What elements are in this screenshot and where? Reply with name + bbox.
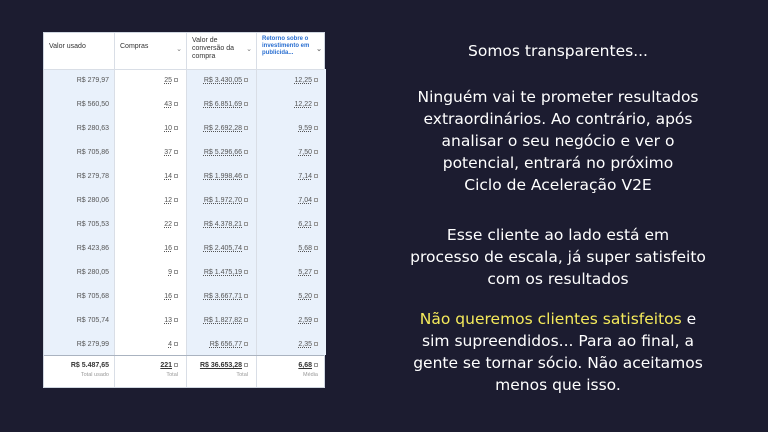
info-icon — [314, 294, 318, 298]
cell-retorno-value[interactable]: 12,25 — [294, 77, 312, 84]
cell-valor-value: R$ 705,86 — [76, 149, 109, 156]
cell-retorno — [257, 165, 326, 189]
cell-compras — [115, 117, 186, 141]
cell-compras-value[interactable]: 13 — [164, 317, 172, 324]
cell-valor — [44, 285, 114, 309]
cell-conversao — [187, 117, 256, 141]
cell-valor — [44, 309, 114, 333]
cell-conversao-value[interactable]: R$ 3.667,71 — [203, 293, 242, 300]
info-icon — [244, 150, 248, 154]
cell-valor — [44, 213, 114, 237]
cell-valor-value: R$ 423,86 — [76, 245, 109, 252]
info-icon — [244, 174, 248, 178]
info-icon — [244, 198, 248, 202]
cell-conversao-value[interactable]: R$ 2.692,28 — [203, 125, 242, 132]
total-conversao-value[interactable]: R$ 36.653,28 — [199, 362, 242, 369]
info-icon — [174, 126, 178, 130]
text-line: com os resultados — [487, 270, 629, 288]
cell-conversao-value[interactable]: R$ 1.998,46 — [203, 173, 242, 180]
cell-conversao-value[interactable]: R$ 1.827,82 — [203, 317, 242, 324]
cell-retorno — [257, 117, 326, 141]
cell-compras — [115, 333, 186, 357]
paragraph-partnership — [368, 308, 748, 396]
cell-valor-value: R$ 279,97 — [76, 77, 109, 84]
table-row — [44, 165, 324, 189]
text-line: Esse cliente ao lado está em — [446, 226, 670, 244]
chevron-down-icon[interactable]: ⌄ — [176, 46, 182, 53]
info-icon — [314, 150, 318, 154]
table-row — [44, 237, 324, 261]
cell-valor-value: R$ 280,06 — [76, 197, 109, 204]
text-line: processo de escala, já super satisfeito — [410, 248, 706, 266]
text-line: potencial, entrará no próximo — [442, 154, 674, 172]
cell-compras-value[interactable]: 14 — [164, 173, 172, 180]
cell-compras-value[interactable]: 4 — [168, 341, 172, 348]
cell-retorno — [257, 261, 326, 285]
header-label: Valor usado — [49, 43, 86, 50]
table-row — [44, 117, 324, 141]
ads-report-table — [43, 32, 325, 388]
table-row — [44, 261, 324, 285]
cell-compras — [115, 309, 186, 333]
info-icon — [314, 222, 318, 226]
cell-compras — [115, 285, 186, 309]
info-icon — [314, 270, 318, 274]
info-icon — [174, 270, 178, 274]
info-icon — [244, 102, 248, 106]
cell-retorno — [257, 285, 326, 309]
cell-valor — [44, 165, 114, 189]
info-icon — [314, 318, 318, 322]
cell-conversao — [187, 141, 256, 165]
cell-compras — [115, 165, 186, 189]
table-row — [44, 189, 324, 213]
info-icon — [244, 126, 248, 130]
info-icon — [244, 342, 248, 346]
cell-valor-value: R$ 560,50 — [76, 101, 109, 108]
text-line: gente se tornar sócio. Não aceitamos — [413, 354, 703, 372]
info-icon — [314, 78, 318, 82]
info-icon — [314, 102, 318, 106]
info-icon — [174, 150, 178, 154]
cell-retorno-value[interactable]: 2,59 — [298, 317, 312, 324]
cell-valor-value: R$ 705,74 — [76, 317, 109, 324]
cell-retorno-value[interactable]: 12,22 — [294, 101, 312, 108]
cell-conversao — [187, 309, 256, 333]
info-icon — [314, 342, 318, 346]
cell-retorno-value[interactable]: 9,59 — [298, 125, 312, 132]
cell-valor-value: R$ 280,05 — [76, 269, 109, 276]
header-retorno-investimento[interactable] — [257, 33, 326, 69]
cell-valor — [44, 261, 114, 285]
cell-retorno — [257, 141, 326, 165]
info-icon — [244, 318, 248, 322]
chevron-down-icon[interactable]: ⌄ — [246, 46, 252, 53]
paragraph-promise — [368, 86, 748, 196]
info-icon — [174, 222, 178, 226]
cell-compras — [115, 141, 186, 165]
cell-valor-value: R$ 279,78 — [76, 173, 109, 180]
table-row — [44, 141, 324, 165]
cell-compras — [115, 237, 186, 261]
cell-conversao — [187, 285, 256, 309]
cell-conversao — [187, 69, 256, 93]
cell-conversao — [187, 237, 256, 261]
totals-row — [44, 355, 324, 390]
cell-retorno-value[interactable]: 7,04 — [298, 197, 312, 204]
cell-compras — [115, 189, 186, 213]
info-icon — [314, 363, 318, 367]
cell-compras-value[interactable]: 22 — [164, 221, 172, 228]
cell-valor — [44, 189, 114, 213]
cell-retorno — [257, 189, 326, 213]
cell-valor-value: R$ 705,68 — [76, 293, 109, 300]
total-compras — [115, 356, 186, 390]
cell-retorno-value[interactable]: 7,14 — [298, 173, 312, 180]
text-line — [368, 308, 748, 330]
total-valor-value: R$ 5.487,65 — [70, 362, 109, 369]
cell-compras-value[interactable]: 25 — [164, 77, 172, 84]
cell-compras — [115, 213, 186, 237]
cell-compras-value[interactable]: 16 — [164, 245, 172, 252]
total-valor — [44, 356, 114, 390]
text-line: Ninguém vai te prometer resultados — [417, 88, 699, 106]
header-label: Retorno sobre o investimento em publicida... — [262, 36, 310, 56]
paragraph-intro — [368, 40, 748, 62]
info-icon — [174, 294, 178, 298]
info-icon — [174, 78, 178, 82]
cell-conversao-value[interactable]: R$ 1.475,19 — [203, 269, 242, 276]
info-icon — [244, 294, 248, 298]
cell-compras-value[interactable]: 9 — [168, 269, 172, 276]
text-line: sim supreendidos... Para ao final, a — [422, 332, 694, 350]
cell-compras — [115, 93, 186, 117]
info-icon — [174, 174, 178, 178]
table-row — [44, 93, 324, 117]
cell-retorno — [257, 333, 326, 357]
cell-conversao — [187, 213, 256, 237]
total-retorno-label: Média — [303, 372, 318, 378]
info-icon — [314, 246, 318, 250]
total-compras-value[interactable]: 221 — [160, 362, 172, 369]
table-row — [44, 213, 324, 237]
info-icon — [174, 363, 178, 367]
cell-compras-value[interactable]: 10 — [164, 125, 172, 132]
cell-conversao — [187, 165, 256, 189]
cell-compras — [115, 261, 186, 285]
header-label: Valor de conversão da compra — [192, 37, 235, 60]
cell-conversao — [187, 189, 256, 213]
cell-valor — [44, 333, 114, 357]
info-icon — [244, 363, 248, 367]
text-line: Ciclo de Aceleração V2E — [464, 176, 652, 194]
cell-compras-value[interactable]: 43 — [164, 101, 172, 108]
cell-valor — [44, 237, 114, 261]
paragraph-client — [368, 224, 748, 290]
table-row — [44, 69, 324, 93]
info-icon — [174, 318, 178, 322]
cell-conversao-value[interactable]: R$ 656,77 — [209, 341, 242, 348]
cell-retorno-value[interactable]: 5,68 — [298, 245, 312, 252]
cell-retorno — [257, 93, 326, 117]
cell-conversao-value[interactable]: R$ 4.378,21 — [203, 221, 242, 228]
total-conversao-label: Total — [236, 372, 248, 378]
info-icon — [244, 246, 248, 250]
header-label: Compras — [120, 43, 149, 50]
cell-conversao-value[interactable]: R$ 1.972,70 — [203, 197, 242, 204]
cell-conversao — [187, 93, 256, 117]
cell-retorno-value[interactable]: 6,21 — [298, 221, 312, 228]
info-icon — [314, 174, 318, 178]
cell-compras-value[interactable]: 37 — [164, 149, 172, 156]
cell-conversao-value[interactable]: R$ 5.296,66 — [203, 149, 242, 156]
chevron-down-icon[interactable]: ⌄ — [316, 46, 322, 53]
total-compras-label: Total — [166, 372, 178, 378]
table-row — [44, 285, 324, 309]
cell-conversao — [187, 261, 256, 285]
text-line: extraordinários. Ao contrário, após — [423, 110, 693, 128]
table-header — [44, 33, 324, 70]
text-fragment: e — [681, 310, 697, 328]
highlight-text: Não queremos clientes satisfeitos — [419, 310, 682, 328]
table-row — [44, 333, 324, 357]
cell-valor — [44, 117, 114, 141]
info-icon — [244, 78, 248, 82]
info-icon — [174, 198, 178, 202]
cell-retorno-value[interactable]: 2,35 — [298, 341, 312, 348]
cell-retorno — [257, 69, 326, 93]
total-valor-label: Total usado — [80, 372, 109, 378]
total-retorno — [257, 356, 326, 390]
cell-valor — [44, 93, 114, 117]
intro-text: Somos transparentes... — [468, 42, 648, 60]
header-valor-usado[interactable] — [44, 33, 114, 69]
cell-retorno-value[interactable]: 5,27 — [298, 269, 312, 276]
cell-retorno — [257, 237, 326, 261]
info-icon — [174, 246, 178, 250]
cell-retorno — [257, 213, 326, 237]
total-retorno-value[interactable]: 6,68 — [298, 362, 312, 369]
cell-valor — [44, 69, 114, 93]
info-icon — [174, 102, 178, 106]
info-icon — [314, 198, 318, 202]
header-compras[interactable] — [115, 33, 186, 69]
info-icon — [314, 126, 318, 130]
cell-compras-value[interactable]: 16 — [164, 293, 172, 300]
info-icon — [244, 270, 248, 274]
info-icon — [174, 342, 178, 346]
cell-conversao — [187, 333, 256, 357]
cell-compras-value[interactable]: 12 — [164, 197, 172, 204]
cell-retorno-value[interactable]: 5,20 — [298, 293, 312, 300]
total-conversao — [187, 356, 256, 390]
cell-conversao-value[interactable]: R$ 3.430,05 — [203, 77, 242, 84]
info-icon — [244, 222, 248, 226]
cell-valor-value: R$ 279,99 — [76, 341, 109, 348]
cell-valor-value: R$ 705,53 — [76, 221, 109, 228]
text-line: analisar o seu negócio e ver o — [441, 132, 675, 150]
text-line: menos que isso. — [495, 376, 621, 394]
cell-conversao-value[interactable]: R$ 2.405,74 — [203, 245, 242, 252]
table-row — [44, 309, 324, 333]
header-valor-conversao[interactable] — [187, 33, 256, 69]
cell-retorno-value[interactable]: 7,50 — [298, 149, 312, 156]
cell-conversao-value[interactable]: R$ 6.851,69 — [203, 101, 242, 108]
cell-retorno — [257, 309, 326, 333]
cell-valor — [44, 141, 114, 165]
cell-valor-value: R$ 280,63 — [76, 125, 109, 132]
cell-compras — [115, 69, 186, 93]
